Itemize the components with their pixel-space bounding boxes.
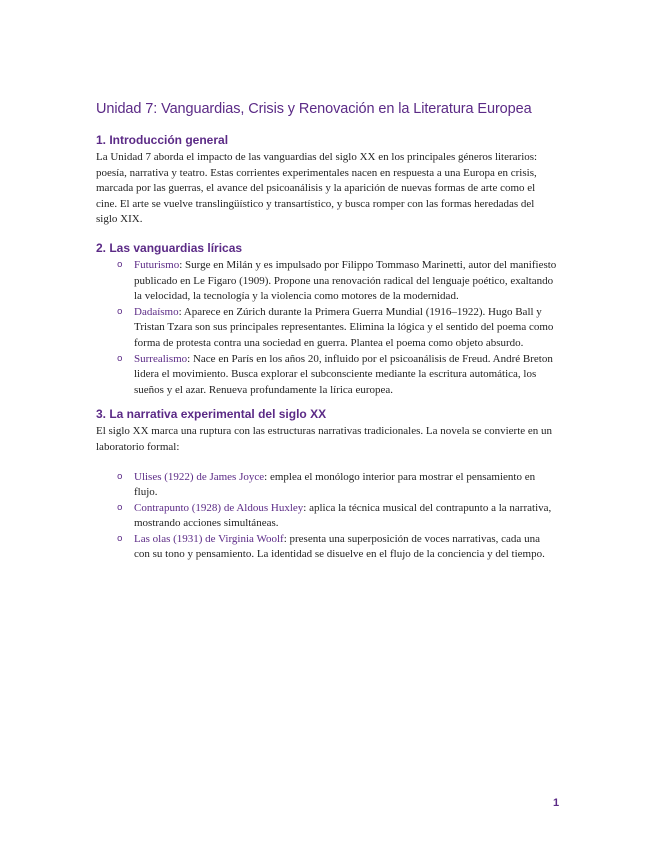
vanguardias-list bbox=[96, 258, 558, 398]
section-heading-vanguardias: 2. Las vanguardias líricas bbox=[96, 240, 243, 255]
document-body bbox=[96, 101, 558, 563]
description-contrapunto: : aplica la técnica musical del contrapunto a la narrativa, mostrando acciones simultáneas. bbox=[134, 501, 552, 530]
description-las-olas: : presenta una superposición de voces narrativas, cada una con su tono y pensamiento. La identidad se disuelve en el flujo de la conciencia y del tiempo. bbox=[134, 532, 545, 561]
narrativa-list bbox=[96, 470, 558, 564]
description-surrealismo: : Nace en París en los años 20, influido por el psicoanálisis de Freud. André Breton lidera el movimiento. Busca explorar el subconsciente mediante la escritura automática, los sueños y el azar. Renueva profundamente la lírica europea. bbox=[134, 352, 553, 396]
term-futurismo: Futurismo bbox=[134, 258, 180, 271]
bullet-icon: o bbox=[117, 353, 123, 364]
bullet-icon: o bbox=[117, 502, 123, 513]
list-item-surrealismo bbox=[96, 352, 558, 399]
bullet-icon: o bbox=[117, 306, 123, 317]
list-item-ulises bbox=[96, 470, 558, 501]
description-dadaismo: : Aparece en Zúrich durante la Primera Guerra Mundial (1916–1922). Hugo Ball y Tristan Tzara son sus principales representantes. Elimina la lógica y el sentido del poema como forma de protesta contra una sociedad en guerra. Plantea el poema como objeto absurdo. bbox=[134, 305, 554, 349]
list-item-contrapunto bbox=[96, 501, 558, 532]
document-title: Unidad 7: Vanguardias, Crisis y Renovación en la Literatura Europea bbox=[96, 101, 532, 117]
bullet-icon: o bbox=[117, 533, 123, 544]
list-item-futurismo bbox=[96, 258, 558, 305]
list-item-dadaismo bbox=[96, 305, 558, 352]
term-dadaismo: Dadaísmo bbox=[134, 305, 179, 318]
introduccion-paragraph: La Unidad 7 aborda el impacto de las vanguardias del siglo XX en los principales géneros literarios: poesía, narrativa y teatro. Estas corrientes experimentales nacen en respuesta a una Europa en crisis, marcada por las guerras, el avance del psicoanálisis y la aparición de nuevas formas de arte como el cine. El arte se vuelve translingüístico y transartístico, y busca romper con las formas heredadas del siglo XIX. bbox=[96, 151, 538, 226]
list-item-las-olas bbox=[96, 532, 558, 563]
term-las-olas: Las olas (1931) de Virginia Woolf bbox=[134, 532, 284, 545]
page-number: 1 bbox=[553, 797, 560, 809]
term-ulises: Ulises (1922) de James Joyce bbox=[134, 470, 265, 483]
term-contrapunto: Contrapunto (1928) de Aldous Huxley bbox=[134, 501, 304, 514]
section-heading-narrativa: 3. La narrativa experimental del siglo XX bbox=[96, 407, 327, 422]
description-ulises: : emplea el monólogo interior para mostrar el pensamiento en flujo. bbox=[134, 470, 536, 499]
bullet-icon: o bbox=[117, 471, 123, 482]
bullet-icon: o bbox=[117, 259, 123, 270]
narrativa-paragraph: El siglo XX marca una ruptura con las estructuras narrativas tradicionales. La novela se convierte en un laboratorio formal: bbox=[96, 425, 553, 453]
section-heading-introduccion: 1. Introducción general bbox=[96, 133, 229, 147]
description-futurismo: : Surge en Milán y es impulsado por Filippo Tommaso Marinetti, autor del manifiesto publicado en Le Figaro (1909). Propone una renovación radical del lenguaje poético, exaltando la velocidad, la tecnología y la violencia como motores de la modernidad. bbox=[134, 258, 557, 303]
term-surrealismo: Surrealismo bbox=[134, 352, 188, 365]
